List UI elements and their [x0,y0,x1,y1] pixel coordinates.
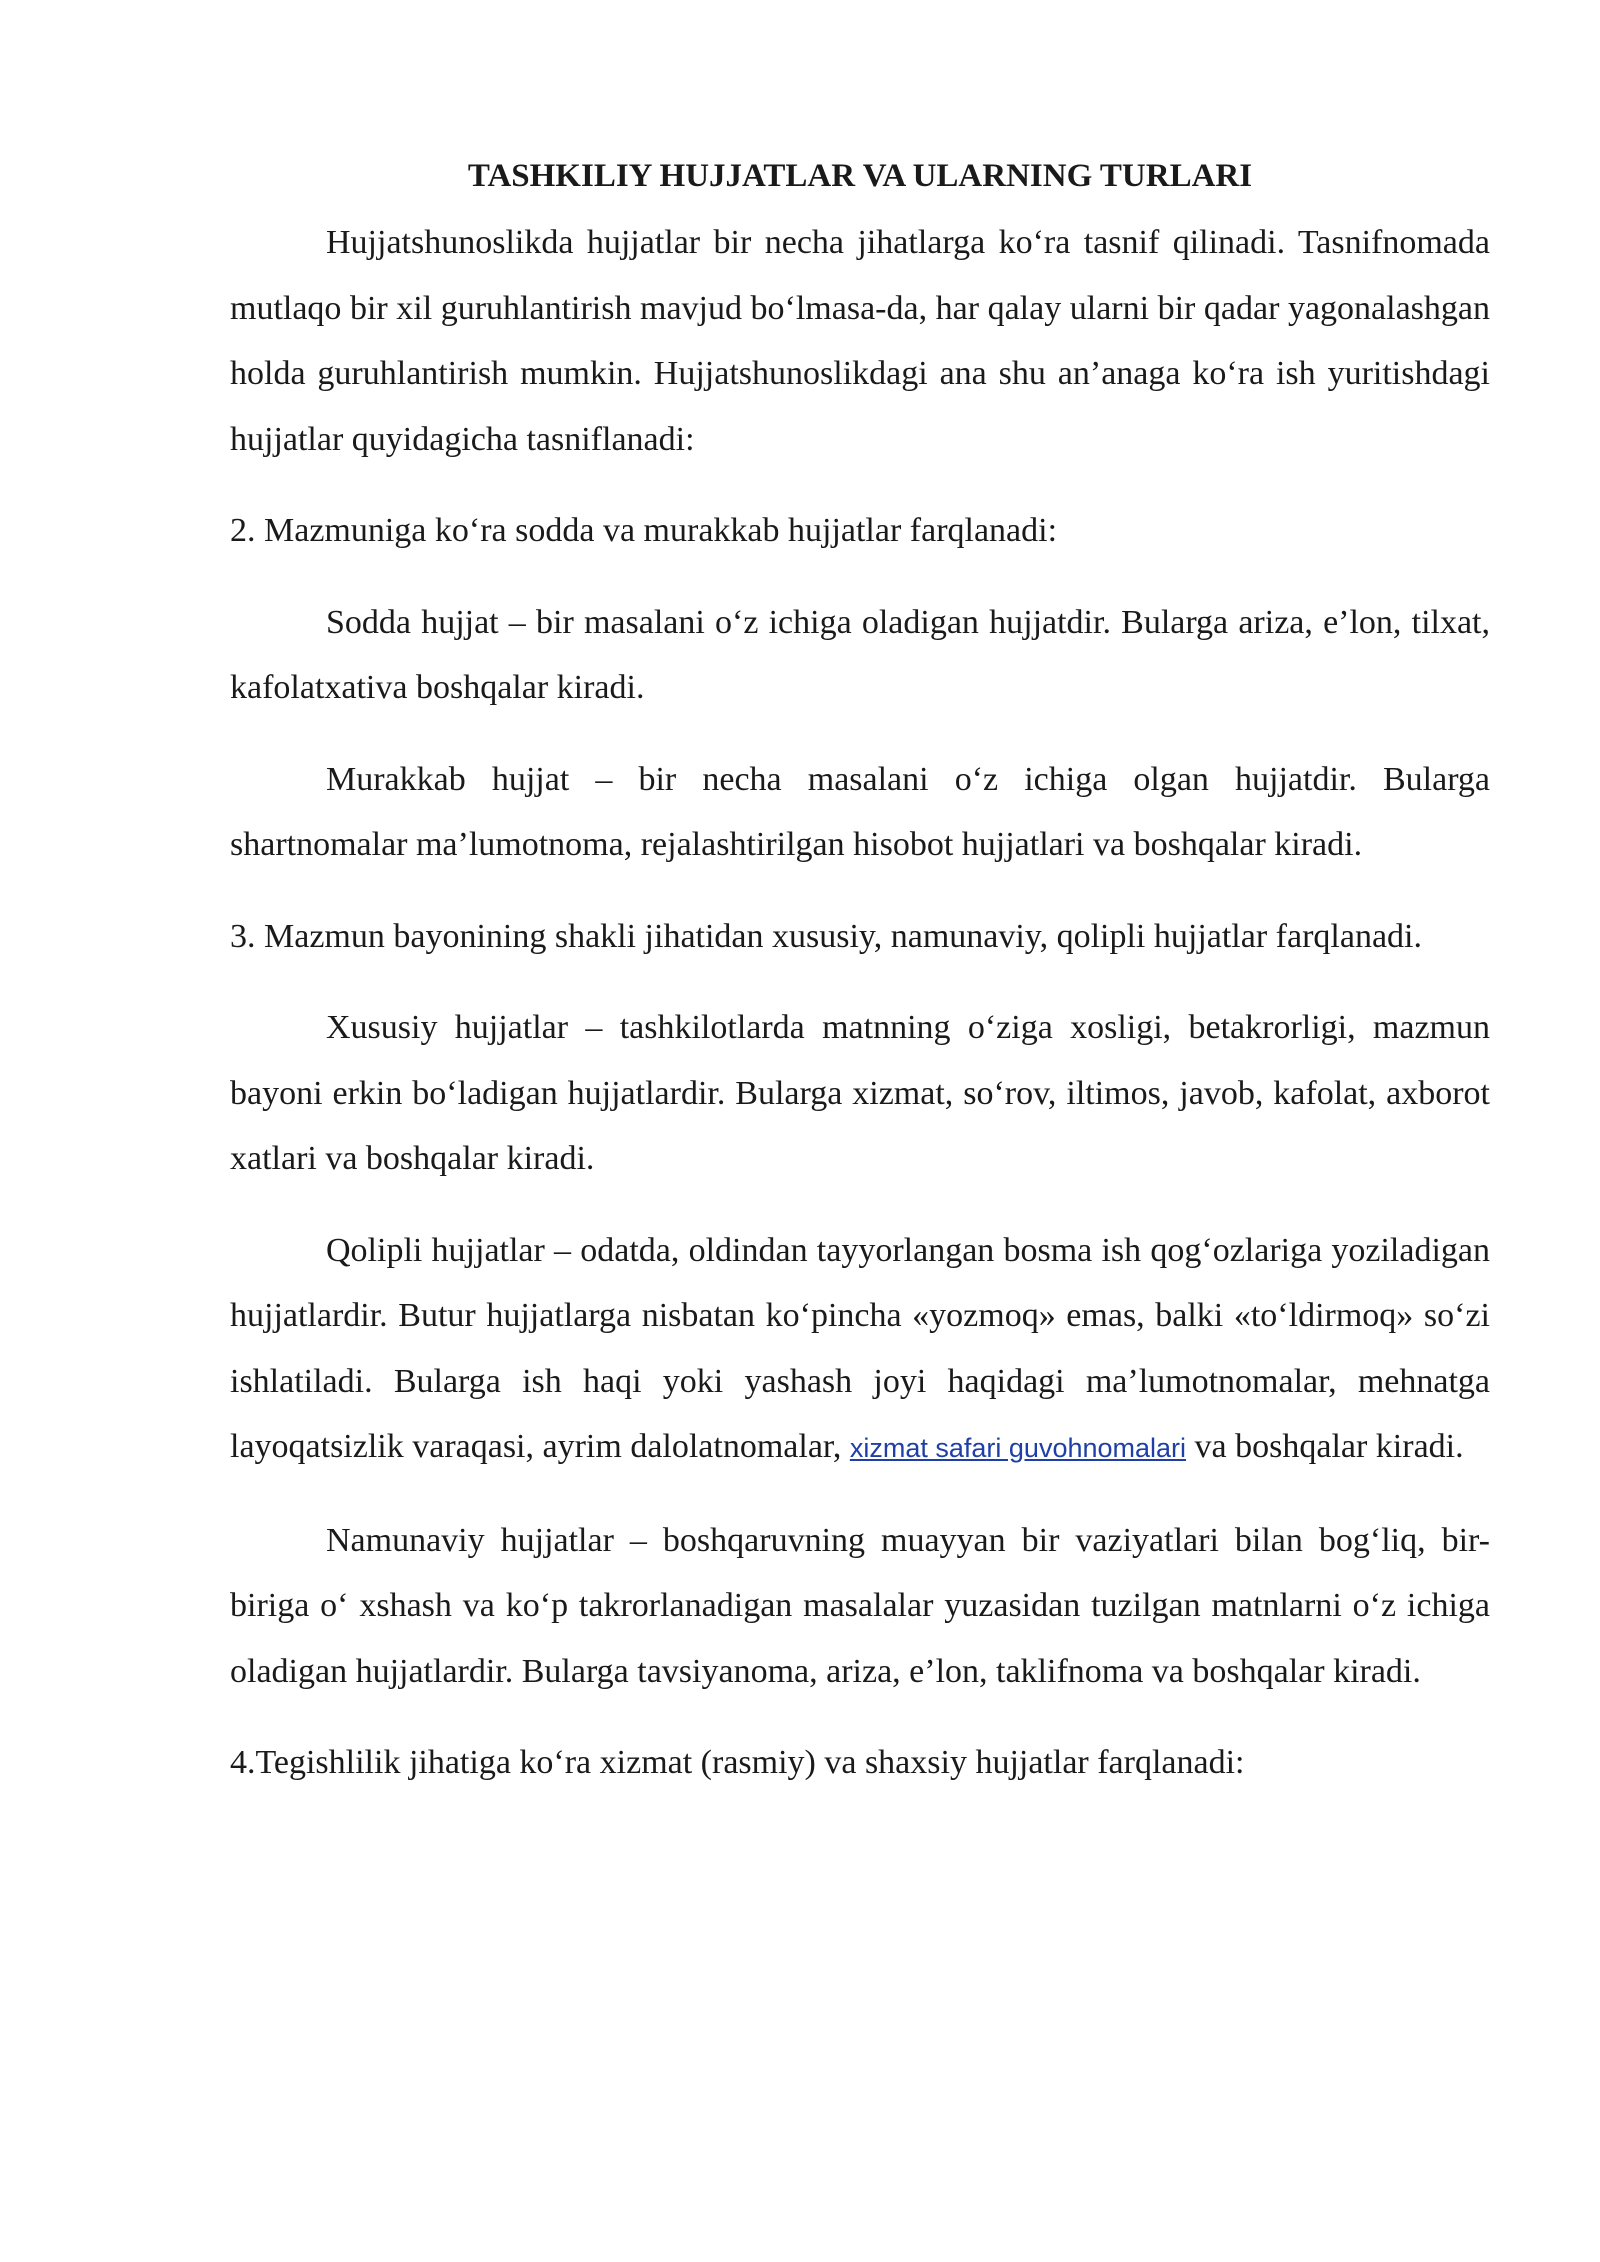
xizmat-safari-link[interactable]: xizmat safari guvohnomalari [849,1433,1187,1463]
intro-paragraph: Hujjatshunoslikda hujjatlar bir necha jihatlarga ko‘ra tasnif qilinadi. Tasnifnomada mutlaqo bir xil guruhlantirish mavjud bo‘lmasa-da, har qalay ularni bir qadar yagonalashgan holda guruhlantirish mumkin. Hujjatshunoslikdagi ana shu an’anaga ko‘ra ish yuritishdagi hujjatlar quyidagicha tasniflanadi: [230,224,1490,458]
qolipli-text: Qolipli hujjatlar – odatda, oldindan tayyorlangan bosma ish qog‘ozlariga yoziladigan hujjatlardir. Butur hujjatlarga nisbatan ko‘pincha «yozmoq» emas, balki «to‘ldirmoq» so‘zi ishlatiladi. Bularga ish haqi yoki yashash joyi haqidagi ma’lumotnomalar, mehnatga layoqatsizlik varaqasi, ayrim dalolatnomalar, [230,1231,1490,1465]
xususiy-hujjatlar-paragraph: Xususiy hujjatlar – tashkilotlarda matnning o‘ziga xosligi, betakrorligi, mazmun bayoni erkin bo‘ladigan hujjatlardir. Bularga xizmat, so‘rov, iltimos, javob, kafolat, axborot xatlari va boshqalar kiradi. [230,1009,1490,1177]
document-title: TASHKILIY HUJJATLAR VA ULARNING TURLARI [467,158,1253,194]
namunaviy-hujjatlar-paragraph: Namunaviy hujjatlar – boshqaruvning muayyan bir vaziyatlari bilan bog‘liq, bir-biriga o‘ xshash va ko‘p takrorlanadigan masalalar yuzasidan tuzilgan matnlarni o‘z ichiga oladigan hujjatlardir. Bularga tavsiyanoma, ariza, e’lon, taklifnoma va boshqalar kiradi. [230,1521,1490,1690]
section-2-heading: 2. Mazmuniga ko‘ra sodda va murakkab hujjatlar farqlanadi: [230,512,1058,549]
qolipli-end: va boshqalar kiradi. [1186,1428,1464,1465]
document-page [230,150,1490,1796]
qolipli-hujjatlar-paragraph [230,1218,1490,1482]
murakkab-hujjat-paragraph: Murakkab hujjat – bir necha masalani o‘z ichiga olgan hujjatdir. Bularga shartnomalar ma’lumotnoma, rejalashtirilgan hisobot hujjatlari va boshqalar kiradi. [230,760,1490,863]
sodda-hujjat-paragraph: Sodda hujjat – bir masalani o‘z ichiga oladigan hujjatdir. Bularga ariza, e’lon, tilxat, kafolatxativa boshqalar kiradi. [230,603,1490,706]
section-4-heading: 4.Tegishlilik jihatiga ko‘ra xizmat (rasmiy) va shaxsiy hujjatlar farqlanadi: [230,1744,1245,1781]
section-3-heading: 3. Mazmun bayonining shakli jihatidan xususiy, namunaviy, qolipli hujjatlar farqlanadi. [230,917,1422,955]
